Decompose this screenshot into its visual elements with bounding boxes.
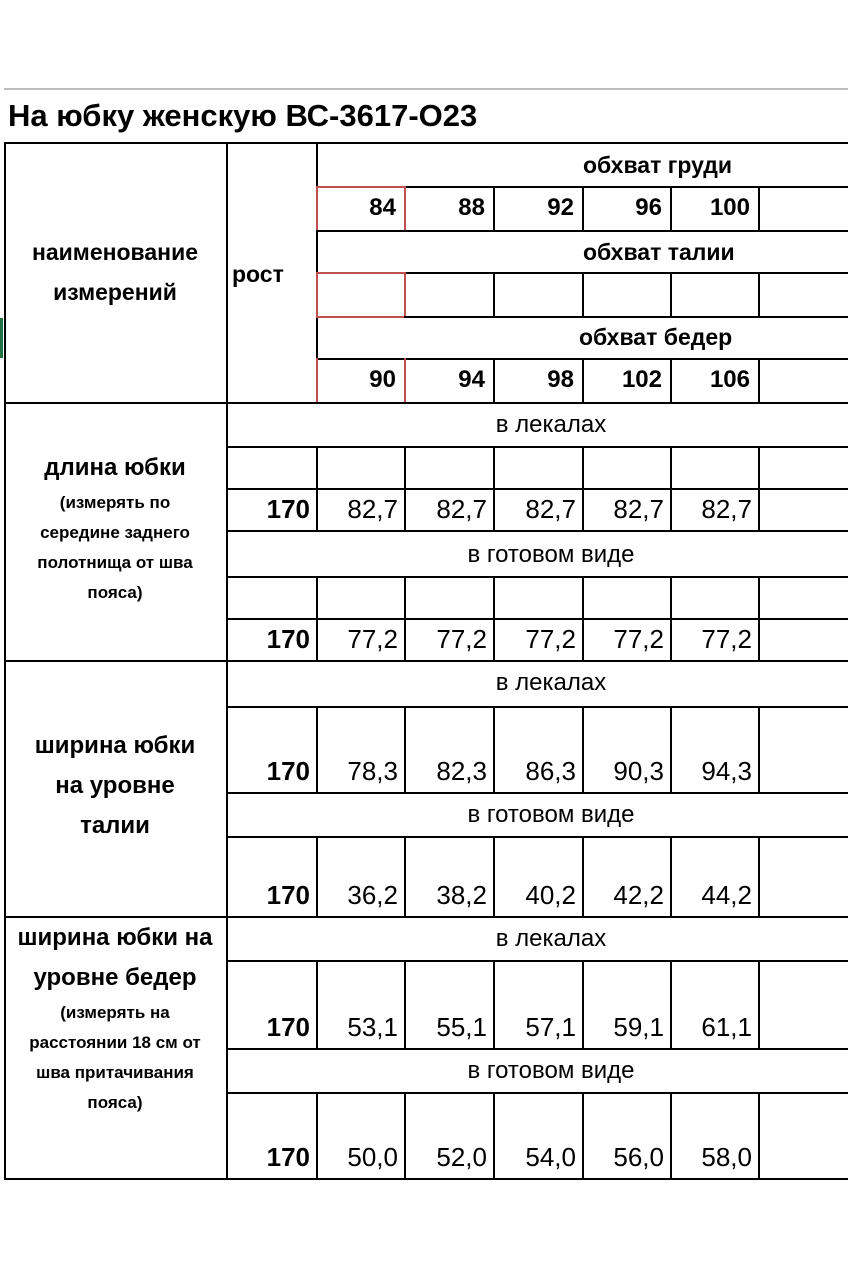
value-cell: 53,1 — [347, 1012, 398, 1042]
value-cell: 52,0 — [436, 1142, 487, 1172]
hips-size-cell: 106 — [709, 366, 750, 393]
section-note: (измерять по середине заднего полотнища от шва пояса) — [37, 493, 193, 602]
value-cell: 82,7 — [436, 494, 487, 524]
section-title: ширина юбки на уровне талии — [34, 732, 196, 839]
grid-line-horizontal — [226, 836, 848, 838]
value-cell: 77,2 — [613, 624, 664, 654]
measurement-name-header — [4, 232, 226, 312]
value-cell: 54,0 — [525, 1142, 576, 1172]
value-cell: 94,3 — [701, 756, 752, 786]
hips-size-cell: 94 — [458, 366, 485, 393]
value-cell: 50,0 — [347, 1142, 398, 1172]
grid-line-horizontal — [226, 1092, 848, 1094]
height-header: рост — [232, 261, 284, 287]
value-cell: 77,2 — [701, 624, 752, 654]
grid-line-horizontal — [226, 576, 848, 578]
grid-line-horizontal — [316, 316, 404, 318]
height-cell: 170 — [266, 494, 310, 524]
height-cell: 170 — [266, 1142, 310, 1172]
value-cell: 77,2 — [347, 624, 398, 654]
value-cell: 36,2 — [347, 880, 398, 910]
value-cell: 86,3 — [525, 756, 576, 786]
grid-line-horizontal — [226, 706, 848, 708]
finished-label: в готовом виде — [467, 541, 635, 568]
value-cell: 58,0 — [701, 1142, 752, 1172]
finished-label: в готовом виде — [467, 1057, 635, 1084]
value-cell: 38,2 — [436, 880, 487, 910]
finished-label: в готовом виде — [467, 801, 635, 828]
measurement-name-header-text: наименование измерений — [31, 239, 199, 305]
pattern-label: в лекалах — [495, 669, 607, 696]
grid-line-vertical — [493, 272, 495, 316]
section-title: ширина юбки на уровне бедер — [17, 924, 213, 991]
grid-line-horizontal — [226, 960, 848, 962]
value-cell: 57,1 — [525, 1012, 576, 1042]
grid-line-vertical — [316, 272, 318, 316]
value-cell: 77,2 — [525, 624, 576, 654]
section-name-waist-width — [4, 726, 226, 846]
value-cell: 59,1 — [613, 1012, 664, 1042]
grid-line-vertical — [758, 836, 760, 916]
section-note: (измерять на расстоянии 18 см от шва притачивания пояса) — [29, 1003, 201, 1112]
hips-size-cell: 98 — [547, 366, 574, 393]
pattern-label: в лекалах — [495, 411, 607, 438]
grid-line-vertical — [758, 186, 760, 230]
pattern-label: в лекалах — [495, 925, 607, 952]
grid-line-vertical — [758, 1092, 760, 1178]
hips-size-cell: 102 — [621, 366, 662, 393]
value-cell: 82,7 — [347, 494, 398, 524]
grid-line-vertical — [758, 272, 760, 316]
grid-line-horizontal — [4, 402, 848, 404]
chart-title: На юбку женскую ВС-3617-О23 — [8, 98, 478, 133]
waist-girth-label: обхват талии — [583, 239, 735, 265]
grid-line-vertical — [404, 272, 406, 316]
grid-line-vertical — [758, 960, 760, 1048]
height-cell: 170 — [266, 880, 310, 910]
grid-line-horizontal — [226, 446, 848, 448]
grid-line-horizontal — [316, 230, 848, 232]
grid-line-vertical — [758, 576, 760, 660]
grid-line-horizontal — [226, 488, 848, 490]
grid-line-vertical — [582, 272, 584, 316]
chest-size-cell: 88 — [458, 194, 485, 221]
chest-size-cell: 96 — [635, 194, 662, 221]
value-cell: 61,1 — [701, 1012, 752, 1042]
value-cell: 42,2 — [613, 880, 664, 910]
hips-girth-label: обхват бедер — [579, 324, 733, 350]
grid-line-horizontal — [226, 660, 848, 662]
height-cell: 170 — [266, 624, 310, 654]
hips-size-cell: 90 — [369, 366, 396, 393]
grid-line-horizontal — [4, 142, 848, 144]
grid-line-horizontal — [226, 618, 848, 620]
chest-size-cell: 92 — [547, 194, 574, 221]
grid-line-vertical — [758, 446, 760, 530]
grid-line-vertical — [758, 706, 760, 792]
height-cell: 170 — [266, 1012, 310, 1042]
value-cell: 82,3 — [436, 756, 487, 786]
grid-line-horizontal — [226, 792, 848, 794]
grid-line-vertical — [758, 358, 760, 402]
value-cell: 44,2 — [701, 880, 752, 910]
grid-line-horizontal — [226, 916, 848, 918]
grid-line-vertical — [670, 272, 672, 316]
chest-girth-label: обхват груди — [583, 152, 733, 178]
grid-line-horizontal — [226, 530, 848, 532]
section-name-hip-width — [4, 918, 226, 1118]
grid-line-horizontal — [316, 272, 404, 274]
chest-size-cell: 84 — [369, 194, 396, 221]
grid-line-horizontal — [226, 1048, 848, 1050]
chest-size-cell: 100 — [709, 194, 750, 221]
value-cell: 56,0 — [613, 1142, 664, 1172]
value-cell: 78,3 — [347, 756, 398, 786]
value-cell: 82,7 — [525, 494, 576, 524]
section-name-skirt-length — [4, 448, 226, 608]
value-cell: 55,1 — [436, 1012, 487, 1042]
value-cell: 82,7 — [613, 494, 664, 524]
value-cell: 82,7 — [701, 494, 752, 524]
value-cell: 40,2 — [525, 880, 576, 910]
value-cell: 90,3 — [613, 756, 664, 786]
grid-line-horizontal — [226, 1178, 848, 1180]
section-title: длина юбки — [44, 454, 186, 481]
grid-line-horizontal — [4, 88, 848, 90]
height-cell: 170 — [266, 756, 310, 786]
grid-line-horizontal — [316, 186, 404, 188]
cell-cursor-marker — [0, 318, 3, 358]
value-cell: 77,2 — [436, 624, 487, 654]
